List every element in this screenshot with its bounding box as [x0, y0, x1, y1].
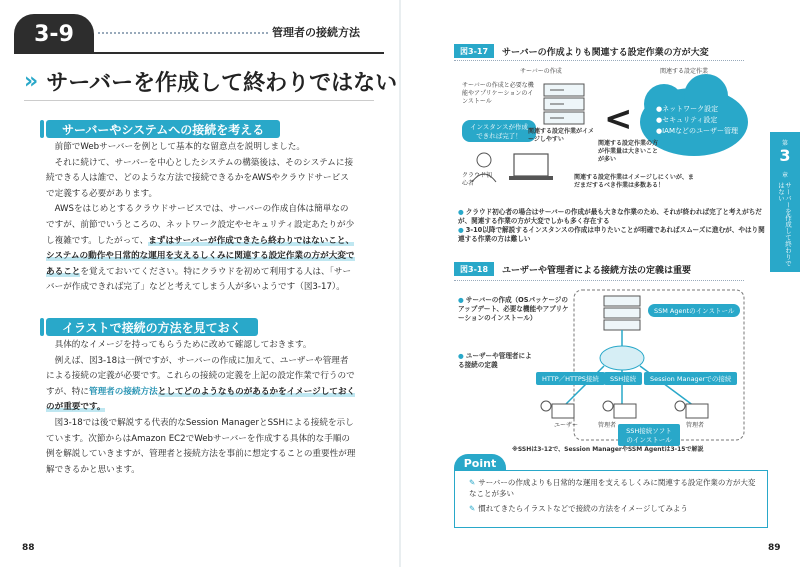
text: 例えば、図3-18は一例ですが、サーバーの作成に加えて、ユーザーや管理者による接続の定義が必要です。これらの接続の定義を上記の設定作業で行うのですが、特に — [46, 355, 355, 397]
note-top: サーバーの作成と必要な機能やアプリケーションのインストール — [462, 82, 534, 105]
point-text: 慣れてきたらイラストなどで接続の方法をイメージしてみよう — [478, 504, 688, 513]
figure-18-footnote: ※SSHは3-12で、Session ManagerやSSM Agentは3-15で解説 — [512, 446, 704, 453]
ssh-label: SSH接続 — [604, 372, 642, 385]
figure-17-header — [454, 44, 709, 58]
cloud-item: ●ネットワーク設定 — [656, 105, 719, 113]
figure-title: サーバーの作成よりも関連する設定作業の方が大変 — [502, 47, 709, 58]
note-item: ● クラウド初心者の場合はサーバーの作成が最も大きな作業のため、それが終われば完了と考えがちだが、関連する作業の方が大変でしかも多く存在する — [458, 208, 770, 226]
emphasis-text: まずはサーバーが作成できたら終わりではないこと、システムの動作や日常的な運用を支えるしくみに関連する設定作業の方が大変であること — [46, 235, 355, 277]
page-title — [24, 66, 397, 97]
figure-rule — [454, 280, 744, 281]
admin-label-1: 管理者 — [598, 422, 617, 429]
figure-tag: 図3-17 — [454, 44, 494, 58]
figure-title: ユーザーや管理者による接続方法の定義は重要 — [502, 265, 692, 276]
user-label: ユーザー — [554, 422, 579, 429]
page-title-text: サーバーを作成して終わりではない — [46, 71, 398, 96]
text: それに続けて、サーバーを中心としたシステムの構築後は、そのシステムに接続できる人は誰で、どのような方法で接続できるかをAWSやクラウドサービスで定義する必要があります。 — [46, 157, 354, 199]
user-laptop-icon — [541, 401, 574, 418]
server-rack-icon — [544, 84, 584, 124]
header-rule — [14, 52, 384, 54]
beginner-label: クラウド初心者 — [462, 172, 493, 187]
page-number: 88 — [22, 543, 35, 553]
note-item: ● 3-10以降で解説するインスタンスの作成は申りたいことが明確であればスムーズに進むが、やはり関連する作業の方は難しい — [458, 226, 770, 244]
header-dots — [98, 32, 268, 34]
point-item — [469, 477, 761, 499]
comparator-symbol: < — [604, 99, 633, 139]
figure-tag: 図3-18 — [454, 262, 494, 276]
text: 図3-18では後で解説する代表的なSession ManagerとSSHによる接続を示しています。次節からはAmazon EC2でWebサーバーを作成する具体的な手順の例を解説していきますが、管理者と接続方法を事前に想定することの重要性が理解できるかと思います。 — [46, 417, 356, 475]
pencil-icon: ✎ — [469, 478, 476, 487]
cloud-items — [656, 104, 738, 137]
body-section-2 — [46, 338, 356, 478]
fig18-bullet-1 — [458, 296, 570, 323]
paragraph — [46, 156, 356, 203]
paragraph — [46, 416, 356, 478]
paragraph — [46, 202, 356, 296]
point-label: Point — [454, 454, 506, 472]
col-left-label: サーバーの作成 — [520, 68, 562, 75]
admin-laptop-icon — [603, 401, 636, 418]
text: 具体的なイメージを持ってもらうために改めて確認しておきます。 — [54, 340, 312, 350]
fig18-bullet-2 — [458, 352, 538, 370]
laptop-icon — [509, 154, 553, 180]
text: AWSをはじめとするクラウドサービスでは、サーバーの作成自体は簡単なのですが、前節でいうところの、ネットワーク設定やセキュリティ設定あたりが少し複雑です。したがって、 — [46, 204, 355, 246]
figure-18-header — [454, 262, 691, 276]
cloud-item: ●IAMなどのユーザー管理 — [656, 127, 739, 135]
emphasis-text: としてどのようなものがあるかをイメージしておくのが重要です。 — [46, 386, 356, 413]
ssh-install-label: SSH接続ソフトのインストール — [618, 424, 680, 446]
note-mid-1: 関連する設定作業がイメージしやすい — [528, 128, 594, 143]
server-rack-icon — [604, 296, 640, 330]
admin-laptop-icon — [675, 401, 708, 418]
ssm-install-label: SSM Agentのインストール — [648, 304, 740, 317]
text: を覚えておいてください。特にクラウドを初めて利用する人は、「サーバーが作成できれば完了」などと考えてしまう人が多いようです（図3-17）。 — [46, 266, 352, 293]
paragraph — [46, 354, 356, 416]
subheading-2: イラストで接続の方法を見ておく — [46, 318, 258, 336]
subheading-1: サーバーやシステムへの接続を考える — [46, 120, 280, 138]
point-item — [469, 503, 761, 514]
paragraph — [46, 338, 356, 354]
page-number: 89 — [768, 543, 781, 553]
http-label: HTTP／HTTPS接続 — [536, 372, 605, 385]
session-manager-label: Session Managerでの接続 — [644, 372, 737, 385]
figure-17-notes — [458, 208, 770, 244]
point-text: サーバーの作成よりも日常的な運用を支えるしくみに関連する設定作業の方が大変なことが多い — [469, 478, 756, 498]
pencil-icon: ✎ — [469, 504, 476, 513]
note-mid-2: 関連する設定作業の方が作業量は大きいことが多い — [598, 140, 659, 163]
title-marker-icon: » — [24, 69, 39, 94]
chapter-side-title: サーバーを作成して終わりではない — [777, 182, 792, 267]
done-bubble: インスタンスが作成できれば完了！ — [462, 120, 536, 142]
emphasis-text: 管理者の接続方法 — [88, 386, 158, 397]
bullet-text: ● サーバーの作成（OSパッケージのアップデート、必要な機能やアプリケーションのインストール） — [458, 296, 570, 323]
title-rule — [24, 100, 374, 101]
section-number-tab: 3-9 — [14, 14, 94, 54]
admin-label-2: 管理者 — [686, 422, 705, 429]
bullet-text: ● ユーザーや管理者による接続の定義 — [458, 352, 538, 370]
chapter-prefix: 第 — [781, 140, 788, 147]
paragraph — [46, 140, 356, 156]
cloud-icon — [600, 346, 644, 370]
cloud-item: ●セキュリティ設定 — [656, 116, 718, 124]
figure-rule — [454, 60, 744, 61]
chapter-number: 3 — [779, 146, 791, 165]
point-box — [454, 470, 768, 528]
chapter-suffix: 章 — [781, 172, 788, 179]
chapter-side-tab — [770, 132, 800, 272]
text: 前節でWebサーバーを例として基本的な留意点を説明しました。 — [54, 142, 305, 152]
col-right-label: 関連する設定作業 — [660, 68, 709, 75]
body-section-1 — [46, 140, 356, 296]
header-label: 管理者の接続方法 — [272, 26, 360, 39]
note-bottom: 関連する設定作業はイメージしにくいが、まだまだするべき作業は多数ある！ — [574, 174, 694, 189]
